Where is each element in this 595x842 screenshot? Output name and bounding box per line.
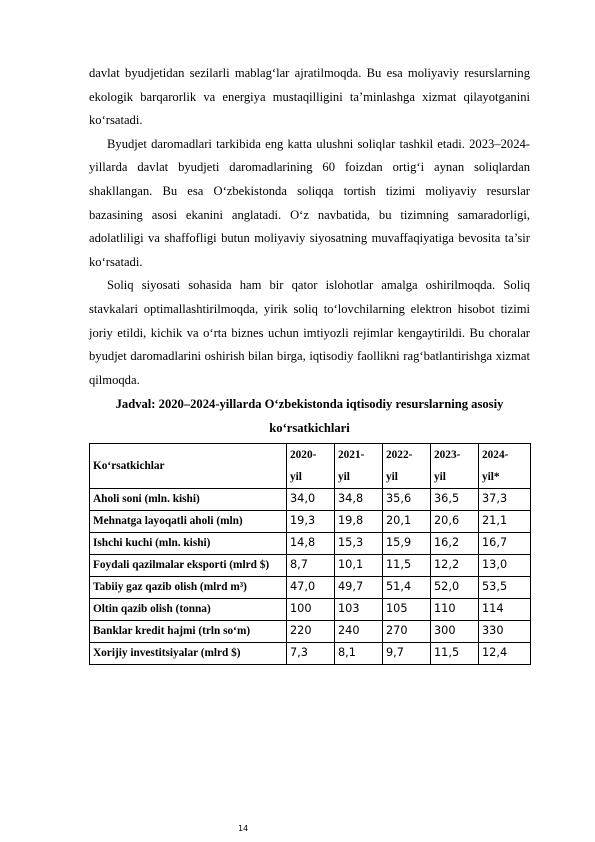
header-indicators: Ko‘rsatkichlar bbox=[90, 443, 287, 488]
header-year-2024: 2024- yil* bbox=[479, 443, 531, 488]
table-row bbox=[90, 598, 531, 620]
row-value: 20,6 bbox=[431, 510, 479, 532]
document-page bbox=[89, 62, 530, 665]
table-row bbox=[90, 620, 531, 642]
row-value: 47,0 bbox=[287, 576, 335, 598]
row-label: Banklar kredit hajmi (trln so‘m) bbox=[90, 620, 287, 642]
row-value: 34,0 bbox=[287, 488, 335, 510]
row-value: 11,5 bbox=[383, 554, 431, 576]
table-row bbox=[90, 576, 531, 598]
paragraph-2: Byudjet daromadlari tarkibida eng katta ulushni soliqlar tashkil etadi. 2023–2024-yillarda davlat byudjeti daromadlarining 60 foizdan ortig‘i aynan soliqlardan shakllangan. Bu esa O‘zbekistonda soliqqa tortish tizimi moliyaviy resurslar bazasining asosi ekanini anglatadi. O‘z navbatida, bu tizimning samaradorligi, adolatliligi va shaffofligi butun moliyaviy siyosatning muvaffaqiyatiga bevosita ta’sir ko‘rsatadi. bbox=[89, 136, 530, 269]
row-value: 35,6 bbox=[383, 488, 431, 510]
row-value: 36,5 bbox=[431, 488, 479, 510]
row-value: 9,7 bbox=[383, 642, 431, 664]
row-value: 49,7 bbox=[335, 576, 383, 598]
row-value: 19,3 bbox=[287, 510, 335, 532]
row-value: 19,8 bbox=[335, 510, 383, 532]
table-row bbox=[90, 554, 531, 576]
row-value: 300 bbox=[431, 620, 479, 642]
row-value: 7,3 bbox=[287, 642, 335, 664]
header-year-2021: 2021- yil bbox=[335, 443, 383, 488]
table-row bbox=[90, 532, 531, 554]
row-value: 12,2 bbox=[431, 554, 479, 576]
row-value: 110 bbox=[431, 598, 479, 620]
row-value: 53,5 bbox=[479, 576, 531, 598]
row-value: 8,7 bbox=[287, 554, 335, 576]
row-value: 14,8 bbox=[287, 532, 335, 554]
row-value: 16,7 bbox=[479, 532, 531, 554]
table-header-row bbox=[90, 443, 531, 488]
table-row bbox=[90, 642, 531, 664]
row-value: 52,0 bbox=[431, 576, 479, 598]
paragraph-3: Soliq siyosati sohasida ham bir qator islohotlar amalga oshirilmoqda. Soliq stavkalari optimallashtirilmoqda, yirik soliq to‘lovchilarning elektron hisobot tizimi joriy etildi, kichik va o‘rta biznes uchun imtiyozli rejimlar kengaytirildi. Bu choralar byudjet daromadlarini oshirish bilan birga, iqtisodiy faollikni rag‘batlantirishga xizmat qilmoqda. bbox=[89, 278, 530, 387]
row-value: 10,1 bbox=[335, 554, 383, 576]
row-value: 330 bbox=[479, 620, 531, 642]
table-row bbox=[90, 510, 531, 532]
row-value: 103 bbox=[335, 598, 383, 620]
header-year-2023: 2023- yil bbox=[431, 443, 479, 488]
row-value: 51,4 bbox=[383, 576, 431, 598]
row-value: 20,1 bbox=[383, 510, 431, 532]
row-value: 105 bbox=[383, 598, 431, 620]
row-value: 11,5 bbox=[431, 642, 479, 664]
row-value: 21,1 bbox=[479, 510, 531, 532]
row-label: Foydali qazilmalar eksporti (mlrd $) bbox=[90, 554, 287, 576]
header-year-2020: 2020- yil bbox=[287, 443, 335, 488]
row-label: Tabiiy gaz qazib olish (mlrd m³) bbox=[90, 576, 287, 598]
row-label: Oltin qazib olish (tonna) bbox=[90, 598, 287, 620]
row-value: 37,3 bbox=[479, 488, 531, 510]
row-value: 15,9 bbox=[383, 532, 431, 554]
row-value: 100 bbox=[287, 598, 335, 620]
table-caption: Jadval: 2020–2024-yillarda O‘zbekistonda iqtisodiy resurslarning asosiy ko‘rsatkichlari bbox=[115, 397, 504, 435]
row-value: 8,1 bbox=[335, 642, 383, 664]
row-label: Ishchi kuchi (mln. kishi) bbox=[90, 532, 287, 554]
header-year-2022: 2022- yil bbox=[383, 443, 431, 488]
row-value: 114 bbox=[479, 598, 531, 620]
paragraph-1: davlat byudjetidan sezilarli mablag‘lar ajratilmoqda. Bu esa moliyaviy resurslarning ekologik barqarorlik va energiya mustaqilligini ta’minlashga xizmat qilayotganini ko‘rsatadi. bbox=[89, 66, 530, 128]
row-value: 13,0 bbox=[479, 554, 531, 576]
indicators-table bbox=[89, 443, 531, 665]
row-value: 220 bbox=[287, 620, 335, 642]
page-number: 14 bbox=[238, 824, 249, 833]
row-label: Mehnatga layoqatli aholi (mln) bbox=[90, 510, 287, 532]
row-label: Aholi soni (mln. kishi) bbox=[90, 488, 287, 510]
row-value: 34,8 bbox=[335, 488, 383, 510]
table-row bbox=[90, 488, 531, 510]
row-value: 12,4 bbox=[479, 642, 531, 664]
row-value: 240 bbox=[335, 620, 383, 642]
row-value: 16,2 bbox=[431, 532, 479, 554]
row-value: 270 bbox=[383, 620, 431, 642]
row-value: 15,3 bbox=[335, 532, 383, 554]
row-label: Xorijiy investitsiyalar (mlrd $) bbox=[90, 642, 287, 664]
